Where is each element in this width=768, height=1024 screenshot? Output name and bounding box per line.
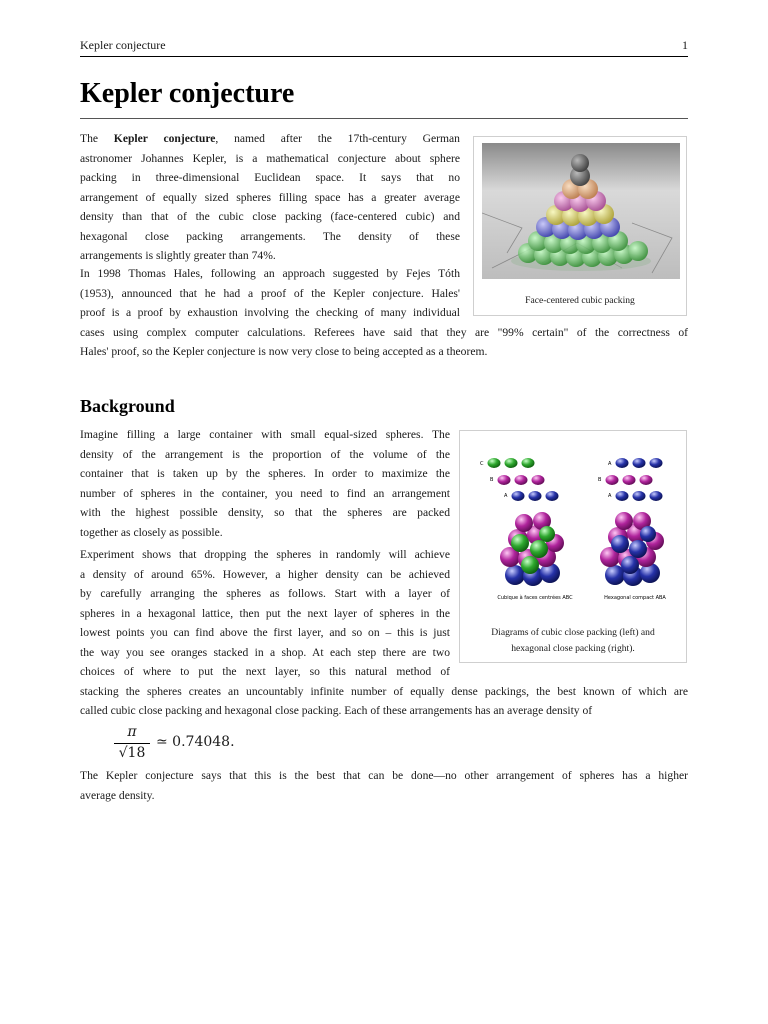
intro-p2-line: Hales' proof, so the Kepler conjecture is now very close to being accepted as a theorem.	[80, 345, 488, 358]
figure2-caption-line: hexagonal close packing (right).	[511, 643, 635, 654]
ccp-label: Cubique à faces centrées ABC	[497, 595, 573, 601]
layer-letter: B	[490, 477, 494, 483]
intro-p1-line: arrangement of equally sized spheres filling space has a greater average	[80, 190, 460, 204]
running-head	[80, 38, 688, 53]
intro-p1-line: packing in three-dimensional Euclidean space. It says that no	[80, 171, 460, 184]
ccp-cluster	[500, 512, 564, 586]
fraction-bar	[114, 743, 150, 744]
formula-approx-value: ≃ 0.74048.	[156, 734, 235, 750]
background-p2-line: a density of around 65%. However, a higher density can be achieved	[80, 567, 450, 581]
background-p2-line: spheres in a hexagonal lattice, then put the next layer of spheres in the	[80, 606, 450, 620]
close-packing-diagram-image	[460, 431, 686, 616]
background-p1-line: density of the arrangement is the proportion of the volume of the	[80, 447, 450, 461]
formula-fraction	[112, 724, 152, 765]
running-head-title: Kepler conjecture	[80, 38, 166, 52]
hcp-label: Hexagonal compact ABA	[604, 595, 666, 601]
ccp-layers	[480, 458, 559, 501]
intro-p1-line: hexagonal close packing arrangements. The density of these	[80, 229, 460, 243]
background-paragraph-3	[80, 766, 688, 805]
figure-fcc-packing	[473, 136, 687, 316]
figure-close-packing-diagrams	[459, 430, 687, 663]
background-p2-line: called cubic close packing and hexagonal close packing. Each of these arrangements has an average density of	[80, 704, 593, 717]
background-p1-line: container that is taken up by the spheres. In order to maximize the	[80, 467, 450, 480]
intro-p2-line: (1953), announced that he had a proof of the Kepler conjecture. Hales'	[80, 286, 460, 300]
background-p1-line: with the highest possible density, so that the spheres are packed	[80, 506, 450, 519]
intro-p1-line: density than that of the cubic close packing (face-centered cubic) and	[80, 210, 460, 223]
intro-p2-line: proof is a proof by exhaustion involving the checking of many individual	[80, 306, 460, 319]
background-p2-line: by carefully arranging the spheres as follows. Start with a layer of	[80, 587, 450, 600]
section-heading-background: Background	[80, 396, 175, 416]
layer-letter: A	[608, 461, 612, 467]
formula-numerator: π	[127, 724, 137, 740]
background-p3-line: average density.	[80, 788, 155, 802]
page-number: 1	[682, 38, 688, 52]
layer-letter: B	[598, 477, 602, 483]
layer-letter: A	[608, 493, 612, 499]
background-p1-line: together as closely as possible.	[80, 525, 223, 539]
kepler-conjecture-term: Kepler conjecture	[113, 132, 216, 145]
hcp-layers	[598, 458, 663, 501]
background-p2-line: the way you see oranges stacked in a shop. At each step there are two	[80, 645, 450, 659]
intro-p1-line: astronomer Johannes Kepler, is a mathematical conjecture about sphere	[80, 151, 460, 165]
background-p1-line: Imagine filling a large container with small equal-sized spheres. The	[80, 428, 450, 441]
header-rule	[80, 56, 688, 57]
fcc-pyramid-image	[482, 143, 680, 279]
background-p2-line: choices of where to put the next layer, so this natural method of	[80, 665, 450, 678]
background-p2-line: lowest points you can find above the first layer, and so on – this is just	[80, 626, 450, 639]
layer-letter: C	[480, 461, 484, 467]
layer-letter: A	[504, 493, 508, 499]
figure1-caption: Face-centered cubic packing	[525, 295, 635, 306]
hcp-cluster	[600, 512, 664, 586]
intro-paragraph-1	[80, 129, 460, 266]
formula-denominator: √18	[118, 745, 146, 761]
background-p3-line: The Kepler conjecture says that this is the best that can be done—no other arrangement of spheres has a higher	[80, 769, 688, 782]
background-p2-line: stacking the spheres creates an uncountably infinite number of equally dense packings, the best known of which are	[80, 684, 688, 698]
intro-p1-line-0: The Kepler conjecture, named after the 17th-century German	[80, 132, 460, 145]
intro-p1-line: arrangements is slightly greater than 74%.	[80, 249, 276, 262]
intro-p2-line: In 1998 Thomas Hales, following an approach suggested by Fejes Tóth	[80, 267, 460, 280]
figure2-caption-line: Diagrams of cubic close packing (left) and	[491, 627, 655, 638]
background-paragraph-1	[80, 425, 450, 542]
title-rule	[80, 118, 688, 119]
background-p1-line: number of spheres in the container, you need to find an arrangement	[80, 486, 450, 500]
page-title: Kepler conjecture	[80, 78, 295, 109]
background-p2-line: Experiment shows that dropping the spheres in randomly will achieve	[80, 548, 450, 561]
figure2-caption	[460, 625, 686, 657]
intro-p2-line: cases using complex computer calculations. Referees have said that they are "99% certain" of the correctness of	[80, 325, 688, 339]
